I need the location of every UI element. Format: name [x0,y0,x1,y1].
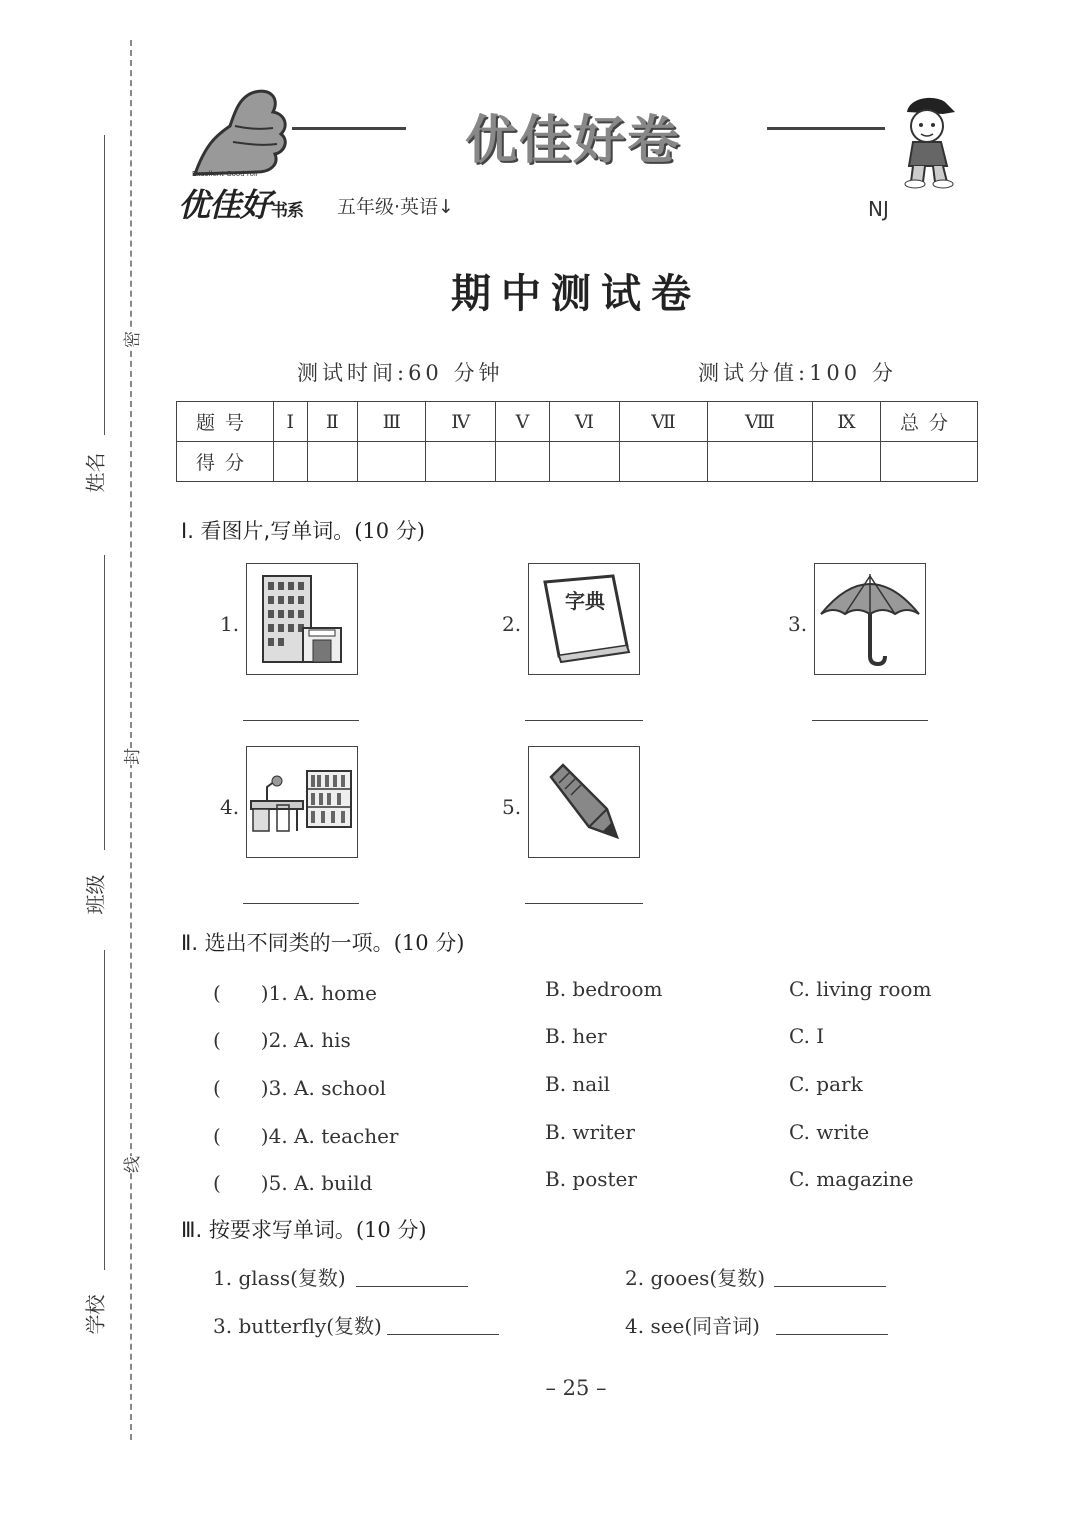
score-cell[interactable] [358,442,426,482]
score-table [176,401,978,482]
answer-blank[interactable] [525,903,643,904]
choice-option-c: C. magazine [789,1167,914,1191]
score-cell[interactable] [307,442,358,482]
school-label: 学校 [83,1294,108,1335]
picture-number: 3. [788,612,808,636]
choice-option-c: C. write [789,1120,870,1144]
exam-title: 期中测试卷 [451,270,701,317]
exam-time: 测试时间:60 分钟 [297,361,504,385]
seal-mark-feng: 封 [116,748,145,765]
series-brand: 优佳好书系 [178,186,304,224]
column-header: Ⅷ [707,402,812,442]
score-cell[interactable] [496,442,549,482]
svg-text:字典: 字典 [565,589,605,613]
section-1-heading: Ⅰ. 看图片,写单词。(10 分) [181,519,426,543]
grade-subject: 五年级·英语↓ [337,196,454,218]
picture-number: 4. [220,795,240,819]
score-cell-total[interactable] [881,442,978,482]
choice-option-b: B. writer [545,1120,635,1144]
score-cell[interactable] [620,442,708,482]
table-row [177,442,978,482]
thumbs-up-logo-icon [185,86,295,178]
choice-option-b: B. poster [545,1167,637,1191]
choice-option-b: B. nail [545,1072,611,1096]
word-task: 3. butterfly(复数) [213,1314,382,1338]
banner-line-right [767,127,885,130]
choice-option-c: C. living room [789,977,932,1001]
umbrella-icon [814,563,926,675]
section-2-heading: Ⅱ. 选出不同类的一项。(10 分) [181,931,465,955]
word-task: 1. glass(复数) [213,1266,346,1290]
word-task: 4. see(同音词) [625,1314,760,1338]
banner-title: 优佳好卷 [465,111,682,171]
row-label-question-number: 题号 [177,402,274,442]
column-header: Ⅸ [812,402,880,442]
answer-blank[interactable] [774,1286,886,1287]
column-header: Ⅲ [358,402,426,442]
picture-number: 1. [220,612,240,636]
choice-option-b: B. her [545,1024,607,1048]
choice-question: ( )3. A. school [213,1076,387,1100]
answer-blank[interactable] [243,720,359,721]
cartoon-boy-icon [893,92,965,190]
brand-tagline: Excellent Good roll [192,170,258,178]
seal-mark-xian: 线 [116,1156,145,1173]
score-cell[interactable] [274,442,308,482]
score-cell[interactable] [707,442,812,482]
study-room-icon [246,746,358,858]
row-label-score: 得分 [177,442,274,482]
seal-mark-mi: 密 [116,331,145,348]
column-header: Ⅴ [496,402,549,442]
answer-blank[interactable] [243,903,359,904]
answer-blank[interactable] [356,1286,468,1287]
answer-blank[interactable] [776,1334,888,1335]
word-task: 2. gooes(复数) [625,1266,766,1290]
edition-label: NJ [868,197,889,221]
school-write-line [104,950,105,1270]
column-header: Ⅶ [620,402,708,442]
class-write-line [104,555,105,850]
column-header: Ⅱ [307,402,358,442]
binding-dashed-line [130,40,132,1440]
table-row [177,402,978,442]
name-label: 姓名 [83,452,108,493]
answer-blank[interactable] [525,720,643,721]
class-label: 班级 [83,874,108,915]
column-header: Ⅵ [549,402,620,442]
picture-number: 2. [502,612,522,636]
page-number: – 25 – [545,1376,607,1400]
column-header: Ⅳ [426,402,496,442]
picture-number: 5. [502,795,522,819]
column-header: Ⅰ [274,402,308,442]
dictionary-icon [528,563,640,675]
choice-question: ( )5. A. build [213,1171,373,1195]
choice-question: ( )1. A. home [213,981,377,1005]
choice-option-c: C. I [789,1024,825,1048]
section-3-heading: Ⅲ. 按要求写单词。(10 分) [181,1218,427,1242]
exam-score-value: 测试分值:100 分 [698,361,897,385]
hotel-building-icon [246,563,358,675]
column-header-total: 总分 [881,402,978,442]
choice-question: ( )2. A. his [213,1028,351,1052]
answer-blank[interactable] [812,720,928,721]
choice-option-b: B. bedroom [545,977,663,1001]
choice-question: ( )4. A. teacher [213,1124,399,1148]
answer-blank[interactable] [387,1334,499,1335]
banner-line-left [292,127,406,130]
crayon-icon [528,746,640,858]
score-cell[interactable] [426,442,496,482]
score-cell[interactable] [549,442,620,482]
score-cell[interactable] [812,442,880,482]
choice-option-c: C. park [789,1072,863,1096]
